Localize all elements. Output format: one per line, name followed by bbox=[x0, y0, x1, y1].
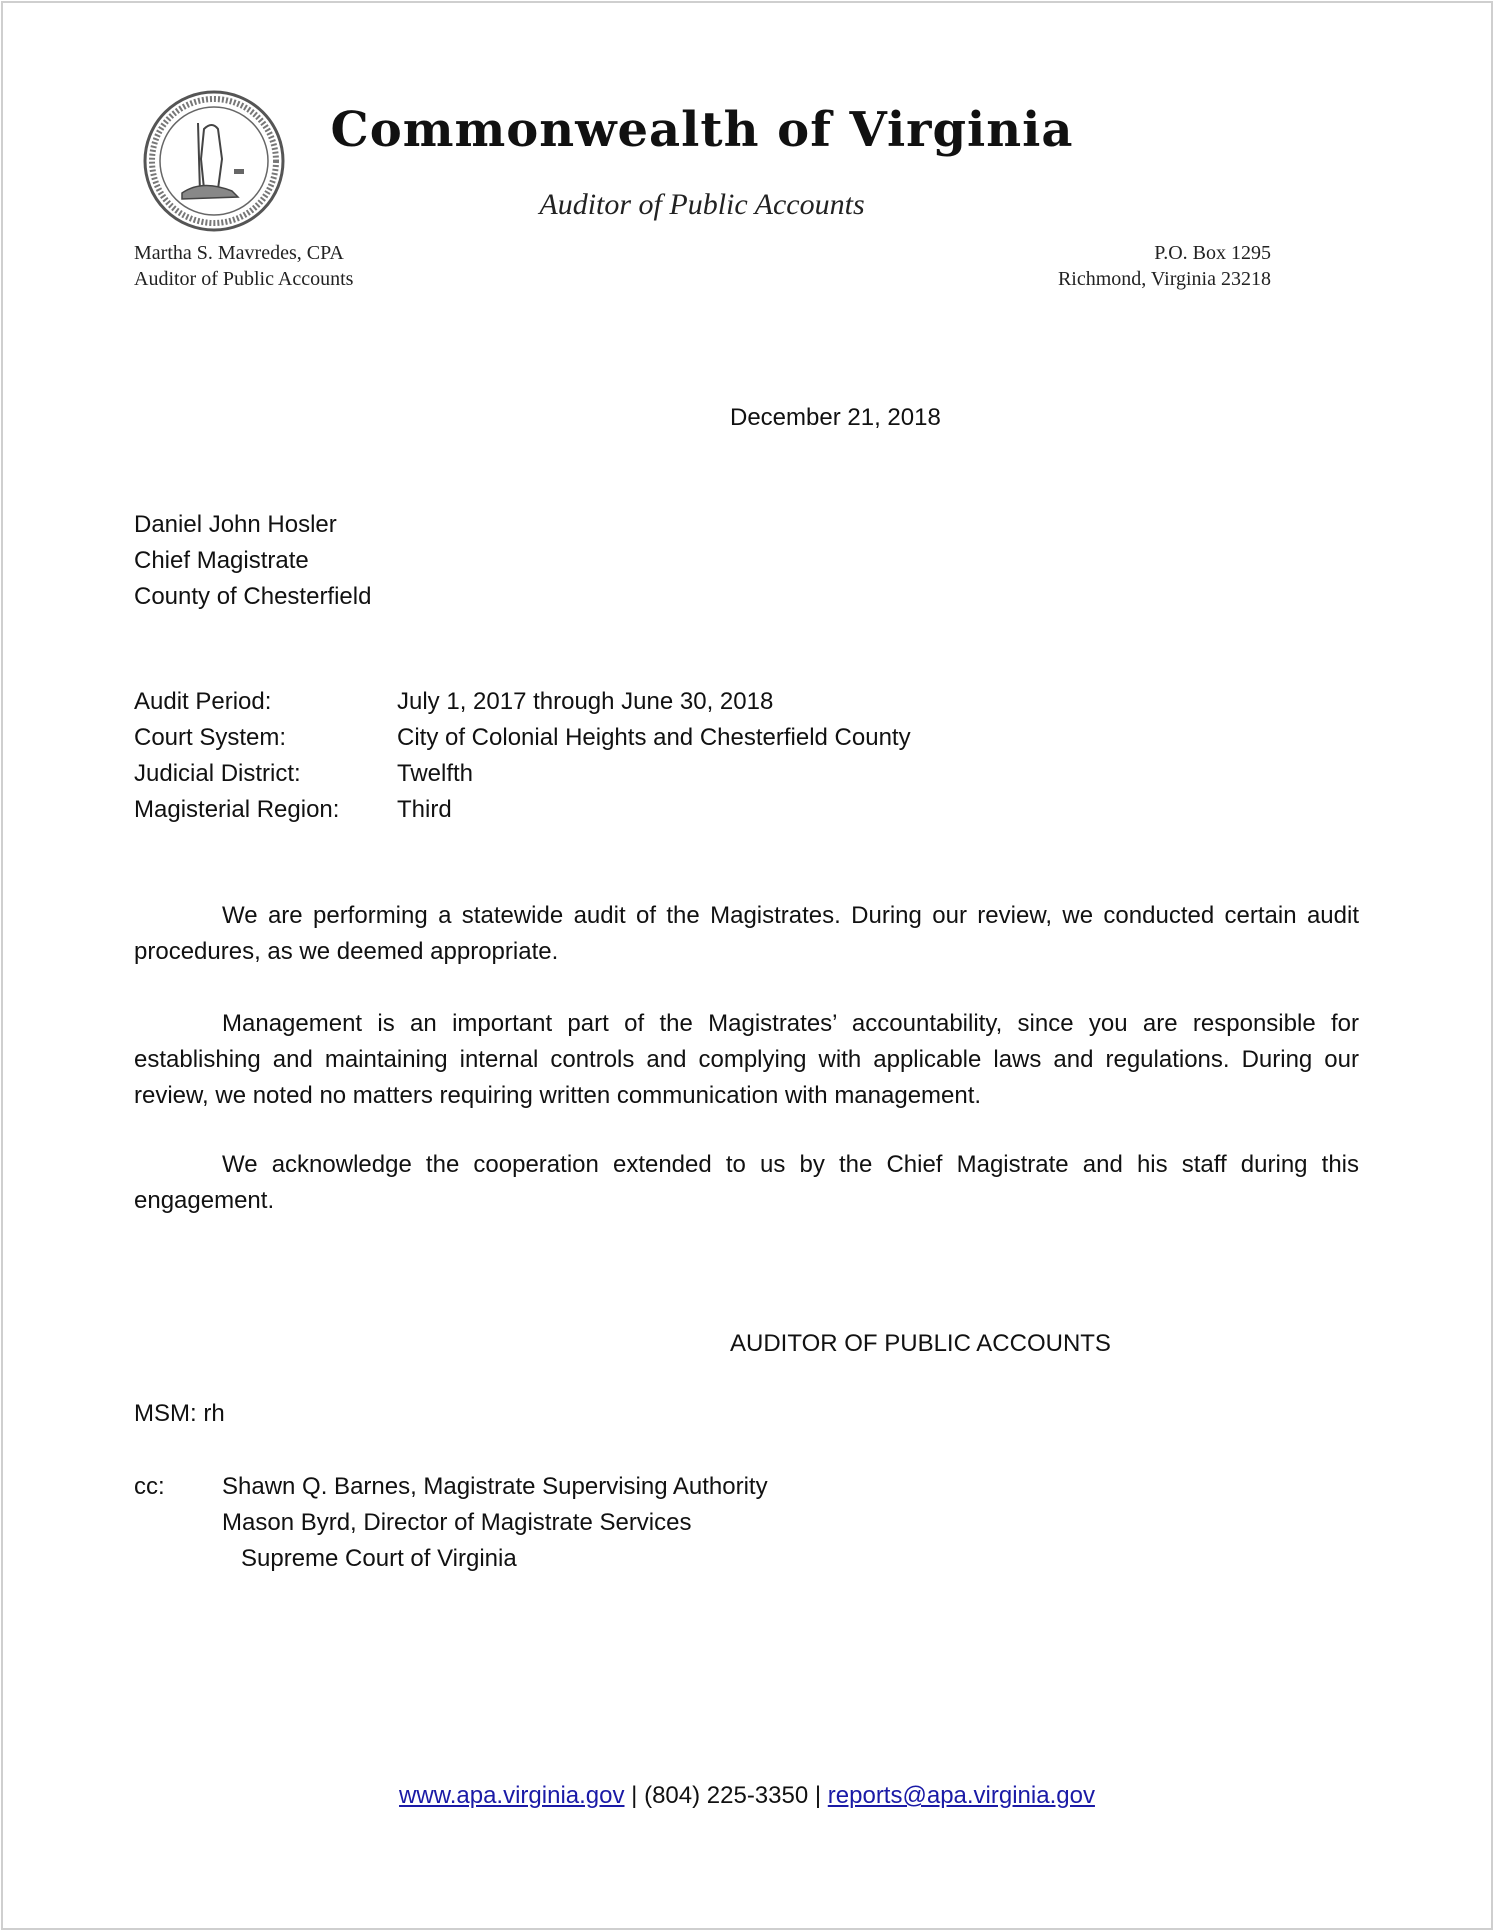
recipient-organization: County of Chesterfield bbox=[134, 583, 372, 610]
phone-number: (804) 225-3350 bbox=[644, 1782, 809, 1809]
footer-separator: | bbox=[631, 1782, 638, 1809]
sender-name: Martha S. Mavredes, CPA bbox=[134, 242, 344, 264]
letterhead-title: Commonwealth of Virginia bbox=[330, 102, 1074, 158]
email-link[interactable]: reports@apa.virginia.gov bbox=[827, 1782, 1095, 1809]
initials: MSM: rh bbox=[134, 1400, 225, 1427]
footer bbox=[0, 1778, 1494, 1814]
audit-info-row bbox=[134, 792, 911, 828]
footer-separator: | bbox=[814, 1782, 822, 1809]
recipient-title: Chief Magistrate bbox=[134, 547, 309, 574]
website-link[interactable]: www.apa.virginia.gov bbox=[399, 1782, 625, 1809]
audit-info-label: Audit Period: bbox=[134, 688, 272, 715]
body-paragraph: We acknowledge the cooperation extended to us by the Chief Magistrate and his staff during this engagement. bbox=[134, 1151, 1359, 1214]
audit-info-row bbox=[134, 720, 911, 756]
sender-block bbox=[134, 240, 353, 292]
body-paragraph: Management is an important part of the Magistrates’ accountability, since you are responsible for establishing and maintaining internal controls and complying with applicable laws and regulations. During our review, we noted no matters requiring written communication with management. bbox=[134, 1010, 1359, 1109]
recipient-name: Daniel John Hosler bbox=[134, 511, 337, 538]
address-line: P.O. Box 1295 bbox=[1154, 242, 1271, 264]
cc-recipient: Mason Byrd, Director of Magistrate Services bbox=[222, 1509, 692, 1536]
cc-label: cc: bbox=[134, 1473, 165, 1500]
address-line: Richmond, Virginia 23218 bbox=[1057, 268, 1271, 290]
audit-info-label: Court System: bbox=[134, 724, 287, 751]
audit-info-label: Judicial District: bbox=[134, 760, 301, 787]
audit-info-value: Twelfth bbox=[397, 760, 474, 787]
audit-info bbox=[134, 684, 911, 828]
letterhead-subtitle: Auditor of Public Accounts bbox=[539, 188, 865, 221]
audit-info-row bbox=[134, 756, 911, 792]
cc-list bbox=[222, 1469, 768, 1577]
letter-date: December 21, 2018 bbox=[730, 404, 941, 431]
audit-info-value: City of Colonial Heights and Chesterfield County bbox=[397, 724, 911, 751]
address-block bbox=[1058, 240, 1271, 292]
signature-line: AUDITOR OF PUBLIC ACCOUNTS bbox=[730, 1330, 1111, 1357]
audit-info-row bbox=[134, 684, 911, 720]
recipient-block bbox=[134, 507, 371, 615]
audit-info-label: Magisterial Region: bbox=[134, 796, 340, 823]
cc-recipient: Supreme Court of Virginia bbox=[241, 1545, 517, 1572]
cc-recipient: Shawn Q. Barnes, Magistrate Supervising Authority bbox=[222, 1473, 768, 1500]
body-paragraph: We are performing a statewide audit of the Magistrates. During our review, we conducted certain audit procedures, as we deemed appropriate. bbox=[134, 902, 1359, 965]
audit-info-value: Third bbox=[397, 796, 452, 823]
sender-title: Auditor of Public Accounts bbox=[134, 268, 354, 290]
audit-info-value: July 1, 2017 through June 30, 2018 bbox=[397, 688, 774, 715]
